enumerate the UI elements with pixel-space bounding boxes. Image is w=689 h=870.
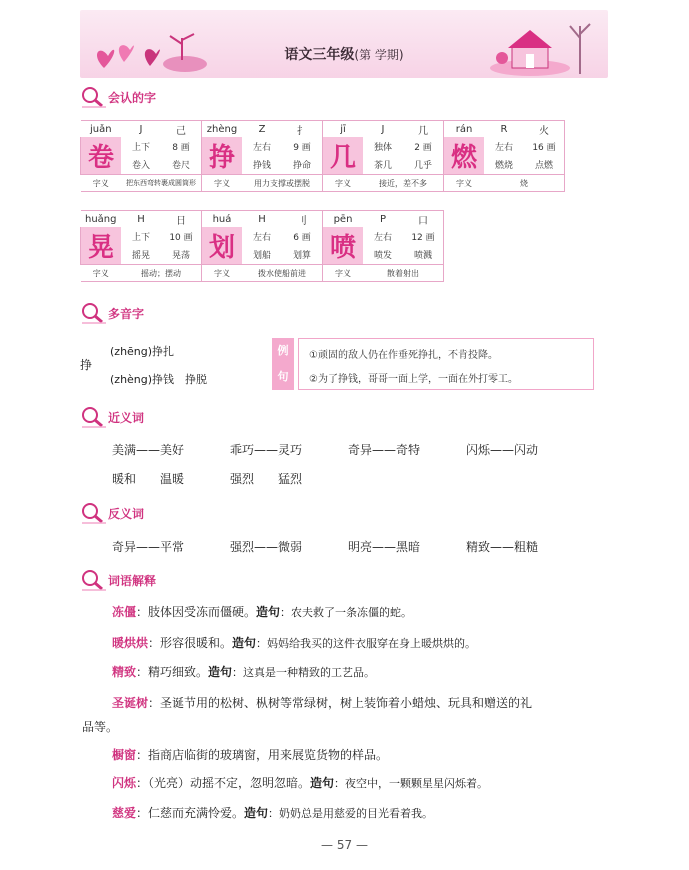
word: 划算: [282, 245, 323, 264]
word-pair: 精致——粗糙: [466, 540, 539, 554]
pinyin: huá: [202, 211, 243, 228]
page-header: [80, 10, 608, 78]
radical: 刂: [282, 211, 323, 228]
example-tag-char: 例: [277, 344, 289, 357]
polyphone-char: 挣: [80, 358, 93, 372]
word-pair: 闪烁——闪动: [466, 443, 539, 457]
term: 慈爱: [112, 806, 137, 820]
strokes: 10 画: [161, 227, 202, 245]
strokes: 6 画: [282, 227, 323, 245]
word-pair: 明亮——黑暗: [348, 540, 421, 554]
radical: 己: [161, 121, 202, 138]
meaning-label: 字义: [323, 175, 364, 192]
pinyin: pēn: [323, 211, 364, 228]
example-sentence: ：农夫救了一条冻僵的蛇。: [280, 606, 413, 619]
word: 燃烧: [494, 161, 513, 172]
term: 闪烁: [112, 776, 137, 790]
big-char: 挣: [202, 137, 243, 175]
polyphone-reading-1: (zhēng)挣扎: [110, 345, 175, 358]
big-char: 几: [323, 137, 364, 175]
term: 暖烘烘: [112, 636, 149, 650]
term: 冻僵: [112, 605, 137, 619]
char-table-2: [80, 210, 444, 282]
definition: ：圣诞节用的松树、枞树等常绿树，树上装饰着小蜡烛、玩具和赠送的礼: [148, 696, 533, 710]
magnifier-icon: [80, 302, 106, 324]
section-recognize: [80, 86, 156, 108]
explanation-item: [112, 774, 488, 791]
section-synonyms: [80, 406, 144, 428]
section-title: 多音字: [108, 306, 145, 321]
definition: ：指商店临街的玻璃窗，用来展览货物的样品。: [136, 748, 389, 762]
explanation-item: [112, 694, 532, 711]
char-table-1: [80, 120, 565, 192]
word: 卷入: [131, 161, 150, 172]
definition: ：精巧细致。: [136, 665, 209, 679]
structure: 独体: [373, 142, 392, 153]
synonym-line-1: [112, 441, 538, 458]
radical: 火: [524, 121, 565, 138]
big-char: 喷: [323, 227, 364, 265]
word-pair: 强烈——微弱: [230, 540, 303, 554]
example-label: 造句: [310, 776, 335, 790]
word-pair: 强烈 猛烈: [230, 472, 303, 486]
big-char: 划: [202, 227, 243, 265]
section-antonyms: [80, 502, 144, 524]
word: 晃荡: [161, 245, 202, 264]
pinyin: juǎn: [81, 121, 122, 138]
word: 点燃: [524, 155, 565, 174]
example-sentence: ：夜空中，一颗颗星星闪烁着。: [334, 777, 489, 790]
pinyin: zhèng: [202, 121, 243, 138]
word: 划船: [252, 251, 271, 262]
section-title: 近义词: [108, 410, 145, 425]
pinyin: jī: [323, 121, 364, 138]
strokes: 12 画: [403, 227, 444, 245]
strokes: 8 画: [161, 137, 202, 155]
meaning: 拨水使船前进: [242, 265, 323, 282]
meaning-label: 字义: [202, 265, 243, 282]
magnifier-icon: [80, 502, 106, 524]
explanation-item: [112, 663, 375, 680]
polyphone-reading-2: (zhèng)挣钱 挣脱: [110, 373, 208, 386]
meaning-label: 字义: [323, 265, 364, 282]
structure: 左右: [252, 142, 271, 153]
big-char: 卷: [81, 137, 122, 175]
letter: P: [363, 211, 403, 228]
example-sentence: ：妈妈给我买的这件衣服穿在身上暖烘烘的。: [256, 637, 477, 650]
word: 几乎: [403, 155, 444, 174]
definition: ：仁慈而充满怜爱。: [136, 806, 245, 820]
word: 喷发: [373, 251, 392, 262]
meaning: 把东西弯转裹成圆筒形: [121, 175, 202, 192]
structure: 左右: [494, 142, 513, 153]
radical: 口: [403, 211, 444, 228]
meaning-label: 字义: [202, 175, 243, 192]
big-char: 晃: [81, 227, 122, 265]
section-title: 会认的字: [108, 90, 157, 105]
example-box: [298, 338, 594, 390]
example-label: 造句: [244, 806, 269, 820]
explanation-continuation: 品等。: [82, 720, 119, 734]
word: 卷尺: [161, 155, 202, 174]
structure: 上下: [131, 232, 150, 243]
term: 橱窗: [112, 748, 137, 762]
structure: 上下: [131, 142, 150, 153]
meaning-label: 字义: [81, 175, 122, 192]
section-title: 词语解释: [108, 573, 157, 588]
word-pair: 暖和 温暖: [112, 472, 185, 486]
example-label: 造句: [208, 665, 233, 679]
example-label: 造句: [256, 605, 281, 619]
explanation-item: [112, 804, 433, 821]
word-pair: 奇异——奇特: [348, 443, 421, 457]
term: 精致: [112, 665, 137, 679]
example-tag-char: 句: [277, 370, 289, 383]
strokes: 2 画: [403, 137, 444, 155]
radical: 扌: [282, 121, 323, 138]
letter: H: [242, 211, 282, 228]
magnifier-icon: [80, 86, 106, 108]
definition: ：肢体因受冻而僵硬。: [136, 605, 257, 619]
explanation-item: [112, 603, 412, 620]
word-pair: 乖巧——灵巧: [230, 443, 303, 457]
letter: J: [121, 121, 161, 138]
house-deco-icon: [490, 18, 600, 76]
word: 茶几: [373, 161, 392, 172]
example-tag: [272, 338, 294, 390]
structure: 左右: [373, 232, 392, 243]
definition: ：（光亮）动摇不定，忽明忽暗。: [136, 776, 311, 790]
example-sentence: ：奶奶总是用慈爱的目光看着我。: [268, 807, 434, 820]
meaning: 摇动；摆动: [121, 265, 202, 282]
explanation-item: [112, 746, 388, 763]
meaning: 烧: [484, 175, 565, 192]
word-pair: 奇异——平常: [112, 540, 185, 554]
section-title: 反义词: [108, 506, 145, 521]
pinyin: rán: [444, 121, 485, 138]
meaning: 用力支撑或摆脱: [242, 175, 323, 192]
letter: J: [363, 121, 403, 138]
page-title: 语文三年级(第 学期): [284, 47, 404, 63]
term: 圣诞树: [112, 696, 149, 710]
antonym-line-1: [112, 538, 538, 555]
letter: Z: [242, 121, 282, 138]
meaning-label: 字义: [81, 265, 122, 282]
meaning-label: 字义: [444, 175, 485, 192]
radical: 日: [161, 211, 202, 228]
section-polyphone: [80, 302, 144, 324]
word: 挣命: [282, 155, 323, 174]
example-sentence: ①顽固的敌人仍在作垂死挣扎，不肯投降。: [309, 350, 498, 361]
meaning: 接近，差不多: [363, 175, 444, 192]
page-number: — 57 —: [321, 838, 368, 852]
word: 挣钱: [252, 161, 271, 172]
word: 喷溅: [403, 245, 444, 264]
letter: R: [484, 121, 524, 138]
synonym-line-2: [112, 470, 302, 487]
pinyin: huǎng: [81, 211, 122, 228]
word-pair: 美满——美好: [112, 443, 185, 457]
letter: H: [121, 211, 161, 228]
meaning: 散着射出: [363, 265, 444, 282]
section-explain: [80, 569, 156, 591]
strokes: 16 画: [524, 137, 565, 155]
big-char: 燃: [444, 137, 485, 175]
strokes: 9 画: [282, 137, 323, 155]
structure: 左右: [252, 232, 271, 243]
magnifier-icon: [80, 569, 106, 591]
word: 摇晃: [131, 251, 150, 262]
definition: ：形容很暖和。: [148, 636, 233, 650]
explanation-item: [112, 634, 476, 651]
example-sentence: ②为了挣钱，哥哥一面上学，一面在外打零工。: [309, 374, 518, 385]
example-sentence: ：这真是一种精致的工艺品。: [232, 666, 376, 679]
magnifier-icon: [80, 406, 106, 428]
example-label: 造句: [232, 636, 257, 650]
radical: 几: [403, 121, 444, 138]
